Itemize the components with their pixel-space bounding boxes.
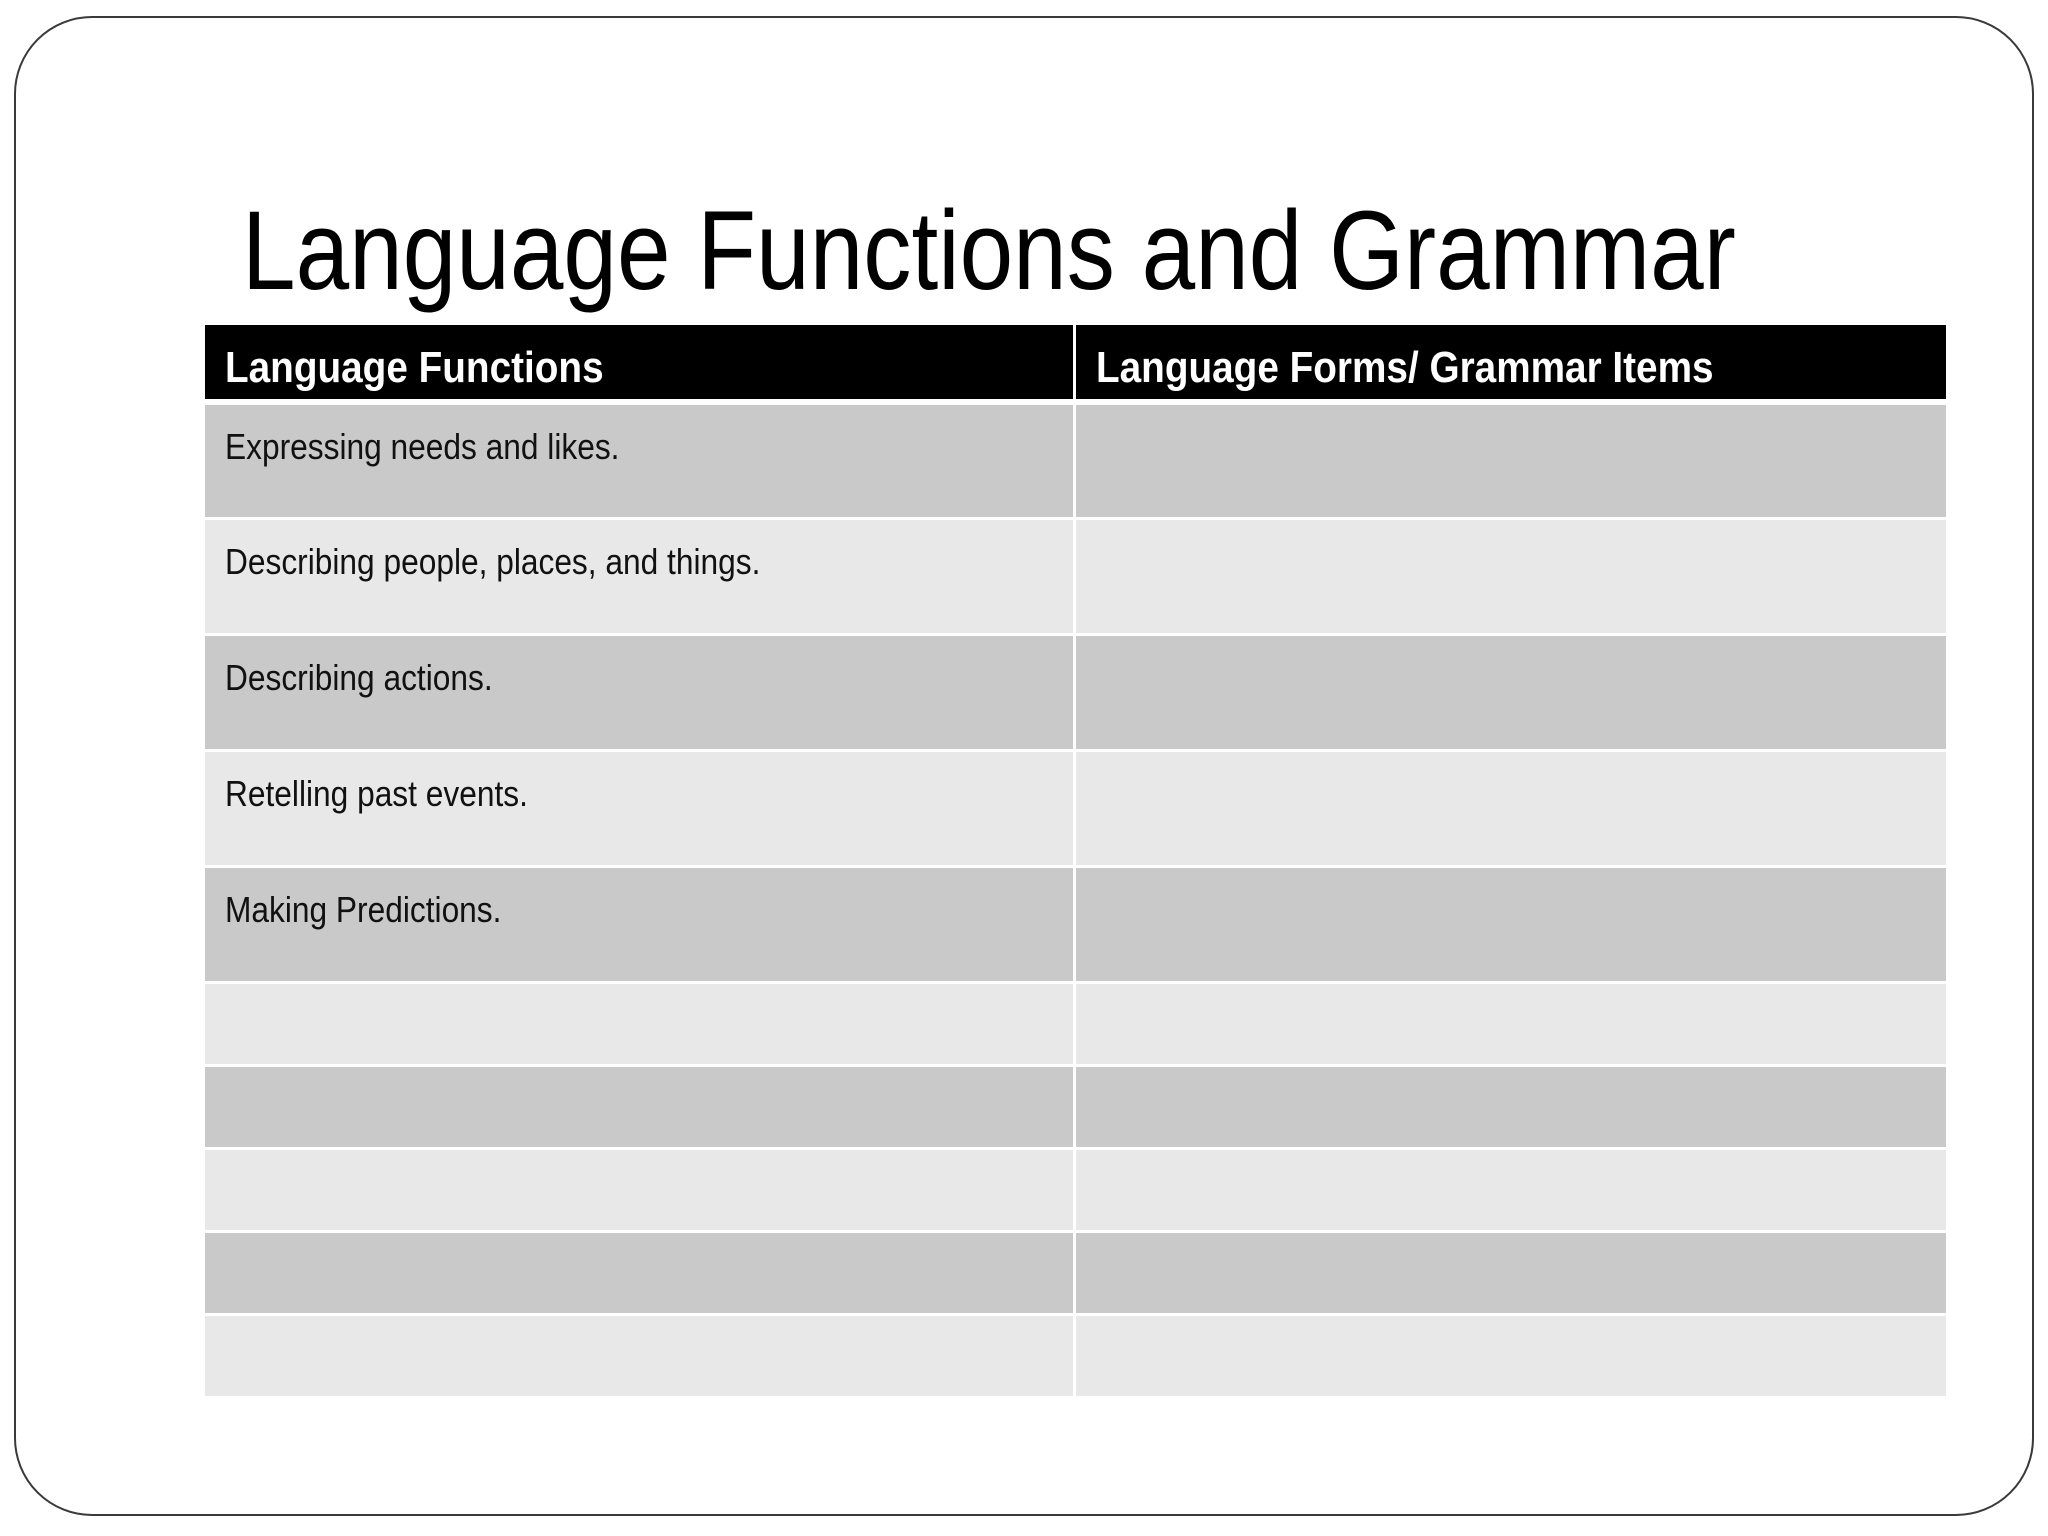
cell-text: Making Predictions.	[225, 889, 502, 930]
table-cell	[1076, 868, 1946, 984]
cell-text: Describing people, places, and things.	[225, 541, 761, 582]
cell-text: Expressing needs and likes.	[225, 426, 620, 467]
slide-title: Language Functions and Grammar	[242, 188, 1736, 313]
language-table	[205, 325, 1946, 1399]
table-cell	[205, 868, 1076, 984]
table-cell	[205, 1316, 1076, 1399]
table-cell	[1076, 1316, 1946, 1399]
table-cell	[1076, 1067, 1946, 1150]
table-cell	[205, 984, 1076, 1067]
table-cell	[1076, 520, 1946, 636]
cell-text: Retelling past events.	[225, 773, 528, 814]
table-header-cell	[1076, 325, 1946, 405]
table-cell	[1076, 636, 1946, 752]
table-cell	[1076, 405, 1946, 520]
table-cell	[1076, 1150, 1946, 1233]
table-cell	[205, 752, 1076, 868]
table-cell	[205, 405, 1076, 520]
table-cell	[205, 1150, 1076, 1233]
table-cell	[1076, 984, 1946, 1067]
header-label: Language Forms/ Grammar Items	[1096, 343, 1714, 392]
table-cell	[205, 1233, 1076, 1316]
table-cell	[205, 1067, 1076, 1150]
table-cell	[1076, 1233, 1946, 1316]
table-cell	[1076, 752, 1946, 868]
header-label: Language Functions	[225, 343, 604, 392]
table-header-cell	[205, 325, 1076, 405]
cell-text: Describing actions.	[225, 657, 493, 698]
table-cell	[205, 636, 1076, 752]
table-cell	[205, 520, 1076, 636]
